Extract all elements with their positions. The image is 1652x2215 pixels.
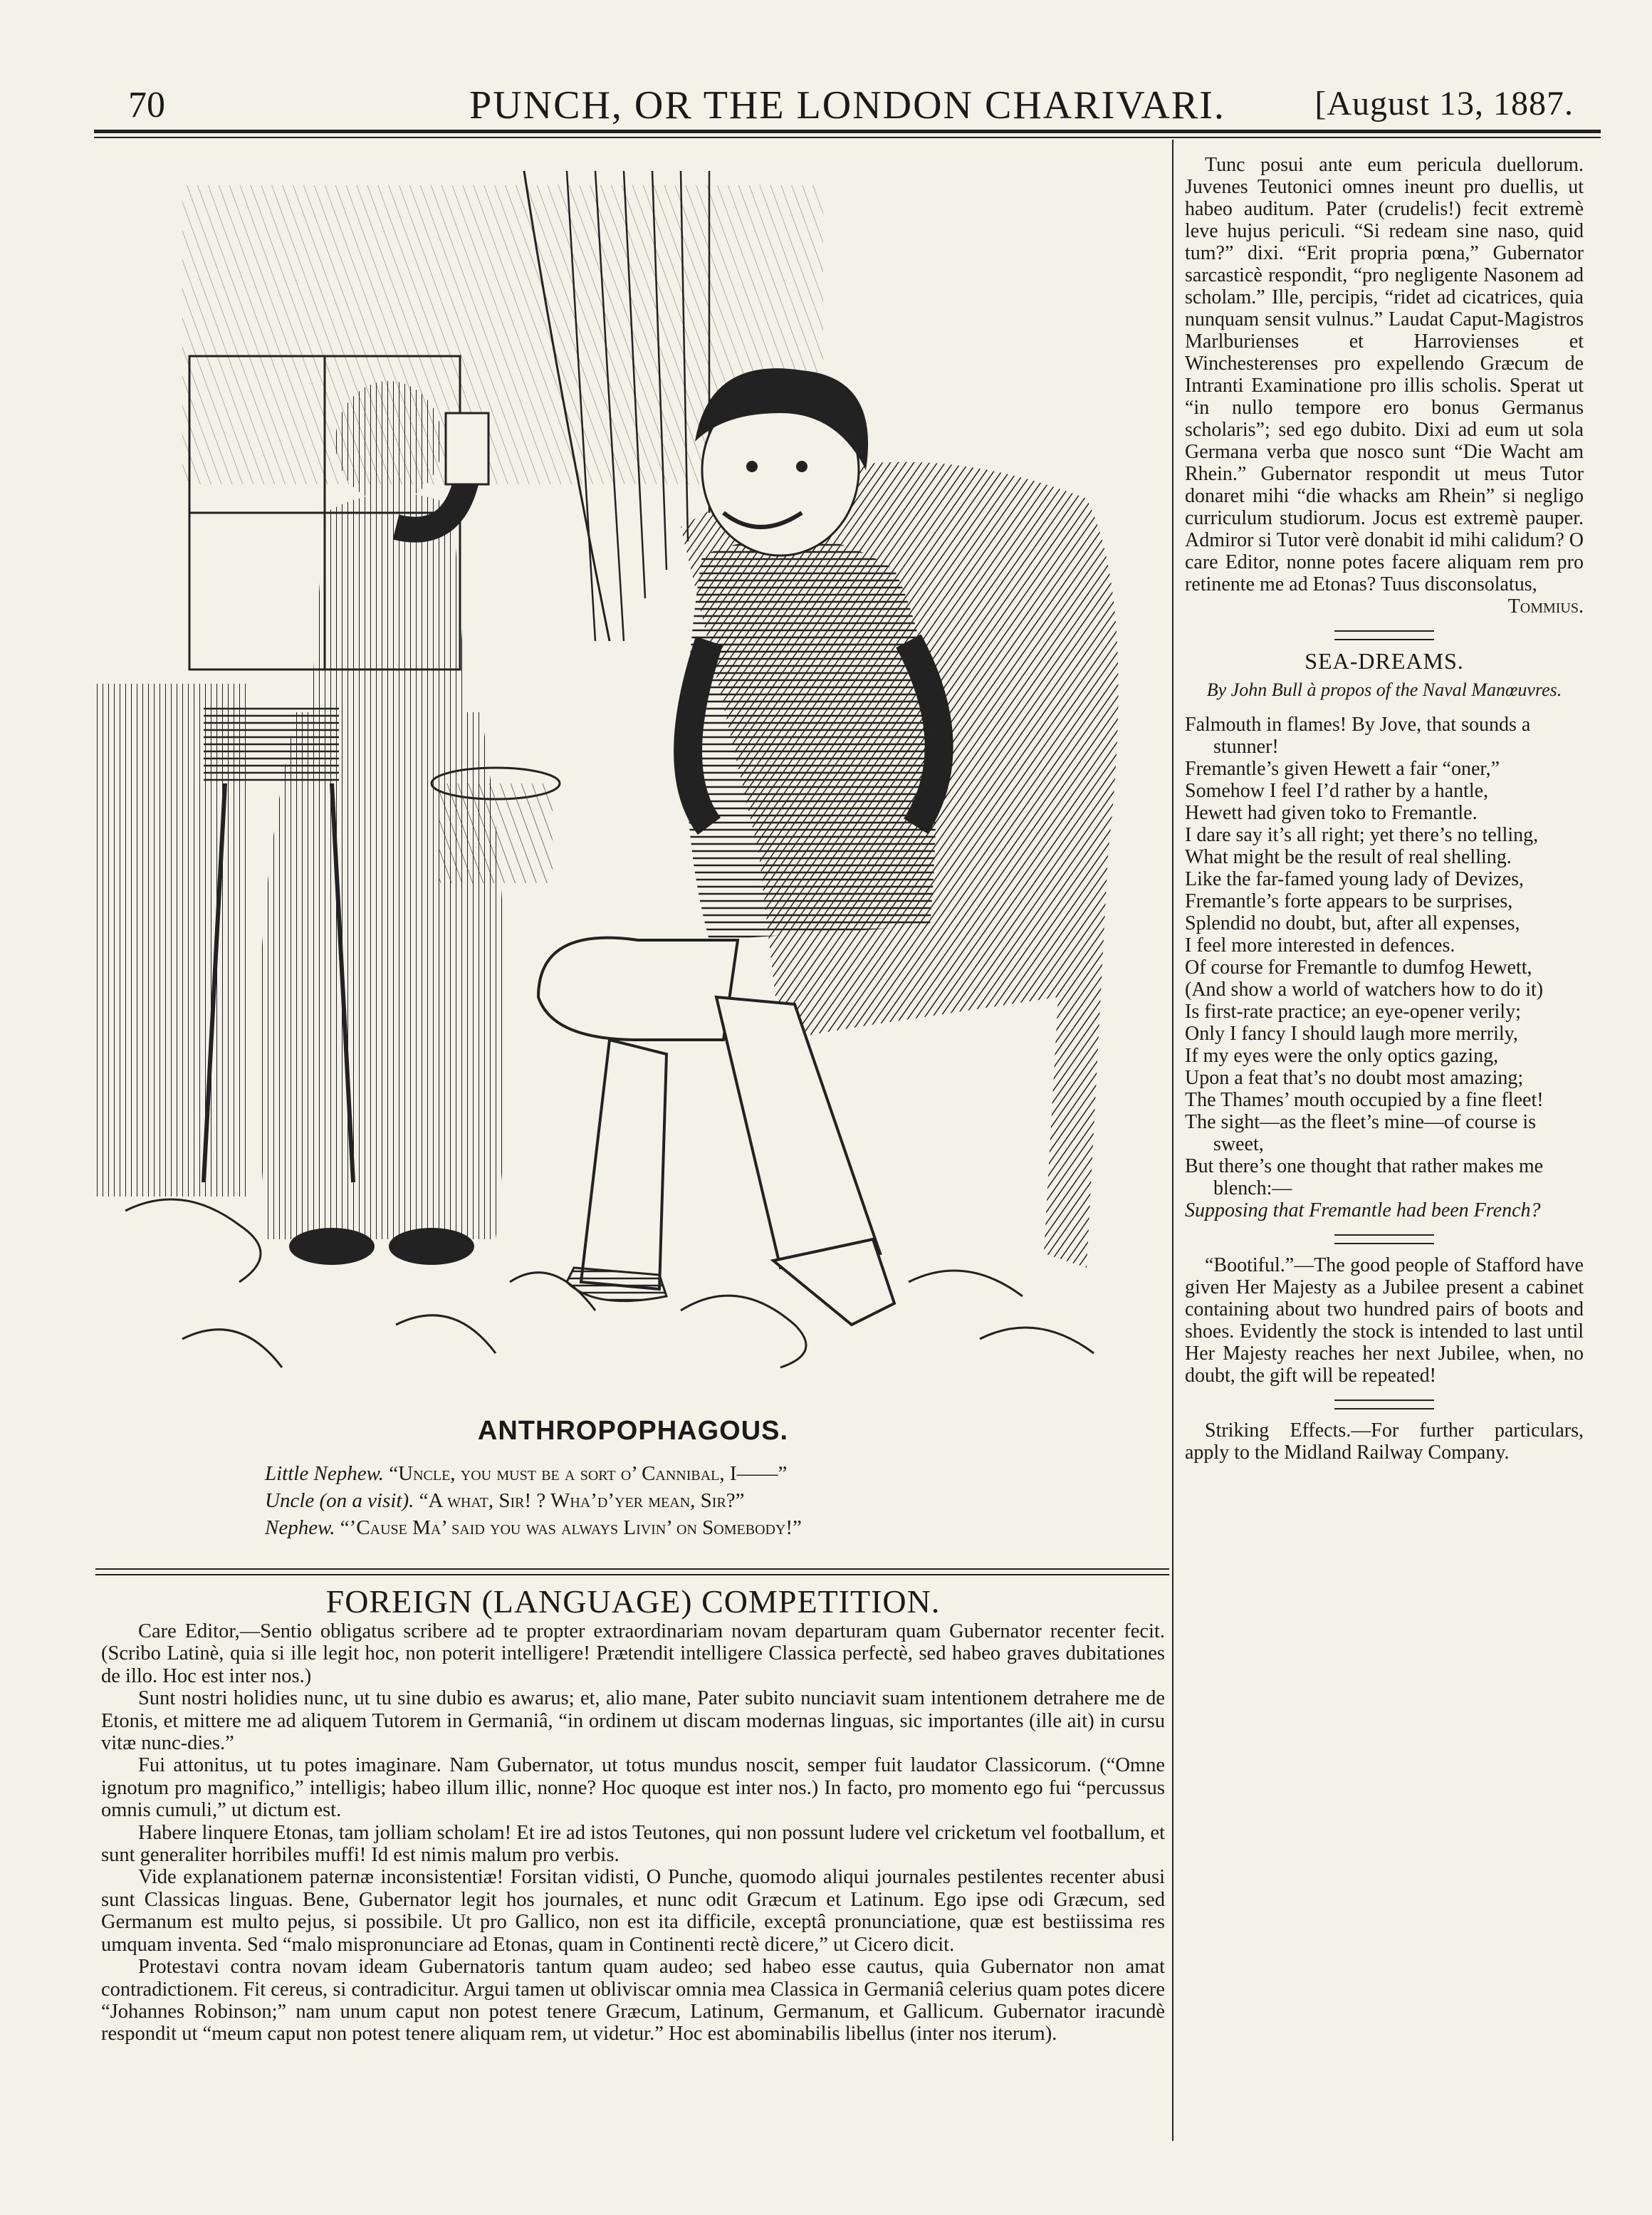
masthead-title: PUNCH, OR THE LONDON CHARIVARI. [469, 83, 1225, 127]
page-number: 70 [128, 85, 165, 125]
poem-line: The sight—as the fleet’s mine—of course is sweet, [1185, 1111, 1536, 1155]
dialogue-speaker: Little Nephew. [265, 1462, 385, 1485]
poem-line: Is first-rate practice; an eye-opener verily; [1185, 1001, 1521, 1023]
poem-line: Splendid no doubt, but, after all expenses, [1185, 912, 1520, 934]
bootiful-paragraph: “Bootiful.”—The good people of Stafford have given Her Majesty as a Jubilee present a cabinet containing about two hundred pairs of boots and shoes. Evidently the stock is intended to last until Her Majesty reaches her next Jubilee, when, no doubt, the gift will be repeated! [1185, 1254, 1584, 1387]
page-header [93, 77, 1602, 134]
poem-line: Upon a feat that’s no doubt most amazing; [1185, 1067, 1524, 1089]
section-divider [1334, 1234, 1434, 1244]
poem-line: Of course for Fremantle to dumfog Hewett, [1185, 957, 1532, 979]
dialogue-text: “’Cause Ma’ said you was always Livin’ on Somebody!” [340, 1516, 802, 1539]
caption-rule [95, 1568, 1169, 1570]
poem-line: (And show a world of watchers how to do it) [1185, 979, 1544, 1001]
article-paragraph: Protestavi contra novam ideam Gubernatoris tantum quam audeo; sed habeo esse cautus, quia Gubernator non amat contradictionem. Fit cereus, si contradicitur. Argui tamen ut obliviscar omnia mea Classica in Germaniâ celerius quam potes dicere “Johannes Robinson;” nam unum caput non potest tenere Græcum, Latinum, Germanum, et Gallicum. Gubernator iracundè respondit ut “meum caput non potest tenere aliquam rem, ut videtur.” Hoc est abominabilis libellus (inter nos iterum). [101, 1956, 1165, 2045]
poem-line: Hewett had given toko to Fremantle. [1185, 802, 1478, 824]
dialogue-line [265, 1514, 1148, 1541]
cartoon-title: ANTHROPOPHAGOUS. [477, 1416, 789, 1446]
poem-body [1185, 714, 1584, 1221]
poem-line: If my eyes were the only optics gazing, [1185, 1045, 1499, 1067]
article-paragraph: Sunt nostri holidies nunc, ut tu sine dubio es awarus; et, alio mane, Pater subito nunciavit suam intentionem detrahere me de Etonis, et mittere me ad aliquem Tutorem in Germaniâ, “in ordinem ut discam modernas linguas, sic importantes (ille ait) in cursu vitæ nunc-dies.” [101, 1687, 1165, 1755]
article-paragraph: Care Editor,—Sentio obligatus scribere ad te propter extraordinariam novam departuram quam Gubernator recenter fecit. (Scribo Latinè, quia si ille legit hoc, non poterit intelligere! Prætendit intelligere Classica perfectè, sed habeo graves dubitationes de illo. Hoc est inter nos.) [101, 1620, 1165, 1687]
article-paragraph: Habere linquere Etonas, tam jolliam scholam! Et ire ad istos Teutones, qui non possunt ludere vel cricketum vel footballum, et sunt generaliter horribiles muffi! Id est nimis malum pro verbis. [101, 1821, 1165, 1867]
foreign-competition-article [101, 1583, 1165, 2045]
header-rule [94, 130, 1601, 133]
poem-line: Somehow I feel I’d rather by a hantle, [1185, 780, 1489, 802]
article-title: FOREIGN (LANGUAGE) COMPETITION. [325, 1583, 941, 1620]
poem-line: Fremantle’s given Hewett a fair “oner,” [1185, 758, 1500, 780]
cartoon-illustration [97, 142, 1165, 1410]
poem-line: The Thames’ mouth occupied by a fine fleet! [1185, 1089, 1544, 1111]
dialogue-line [265, 1487, 1148, 1514]
poem-line: But there’s one thought that rather makes me blench:— [1185, 1155, 1544, 1199]
poem-line: Supposing that Fremantle had been French? [1185, 1199, 1541, 1221]
header-rule-thin [94, 137, 1601, 138]
cartoon-dialogue [265, 1460, 1148, 1541]
poem-line: Falmouth in flames! By Jove, that sounds a stunner! [1185, 714, 1531, 758]
poem-line: Only I fancy I should laugh more merrily, [1185, 1023, 1518, 1045]
poem-line: I dare say it’s all right; yet there’s no telling, [1185, 824, 1539, 846]
poem-title: SEA-DREAMS. [1305, 648, 1464, 674]
issue-date: [August 13, 1887. [1314, 85, 1574, 123]
poem-line: Fremantle’s forte appears to be surprises, [1185, 890, 1513, 912]
poem-line: I feel more interested in defences. [1185, 934, 1455, 957]
striking-paragraph: Striking Effects.—For further particulars, apply to the Midland Railway Company. [1185, 1419, 1584, 1464]
dialogue-text: “Uncle, you must be a sort o’ Cannibal, I——” [389, 1462, 788, 1485]
right-column [1185, 154, 1584, 1464]
article-signature: Tommius. [1507, 595, 1584, 617]
poem-byline: By John Bull à propos of the Naval Manœuvres. [1206, 679, 1562, 700]
caption-rule-thin [95, 1574, 1169, 1575]
article-paragraph: Fui attonitus, ut tu potes imaginare. Nam Gubernator, ut totus mundus noscit, semper fuit laudator Classicorum. (“Omne ignotum pro magnifico,” intelligis; habeo illum illic, nonne? Hoc quoque est inter nos.) In facto, pro momento ego fui “percussus omnis cumuli,” ut dictum est. [101, 1754, 1165, 1822]
section-divider [1334, 1400, 1434, 1409]
dialogue-line [265, 1460, 1148, 1487]
article-paragraph: Vide explanationem paternæ inconsistentiæ! Forsitan vidisti, O Punche, quomodo aliqui journales pestilentes recenter abusi sunt Classicas linguas. Bene, Gubernator legit hos journales, et nunc odit Græcum et Latinum. Ego ipse odi Græcum, sed Germanum est multo pejus, si possibile. Ut pro Gallico, non est ita difficile, exceptâ pronunciatione, quæ est bestiissima res umquam inventa. Sed “malo mispronunciare ad Etonas, quam in Continenti rectè dicere,” ut Cicero dicit. [101, 1866, 1165, 1956]
article-continuation: Tunc posui ante eum pericula duellorum. Juvenes Teutonici omnes ineunt pro duellis, ut habeo auditum. Pater (crudelis!) fecit extremè leve hujus periculi. “Si redeam sine naso, quid tum?” dixi. “Erit propria pœna,” Gubernator sarcasticè respondit, “pro negligente Nasonem ad scholam.” Ille, percipis, “ridet ad cicatrices, quia nunquam sensit vulnus.” Laudat Caput-Magistros Marlburienses et Harrovienses et Winchesterenses pro expellendo Græcum de Intranti Examinatione pro illis scholis. Sperat ut “in nullo tempore ero bonus Germanus scholaris”; sed ego dubito. Dixi ad eum ut sola Germana verba que nosco sunt “Die Wacht am Rhein.” Gubernator respondit ut meus Tutor donaret mihi “die whacks am Rhein” si negligo curriculum studiorum. Jocus est extremè pauper. Admiror si Tutor verè donabit id mihi calidum? O care Editor, nonne potes facere aliquam rem pro retinente me ad Etonas? Tuus disconsolatus, [1185, 154, 1584, 595]
poem-line: What might be the result of real shelling. [1185, 846, 1512, 868]
section-divider [1334, 630, 1434, 640]
dialogue-speaker: Nephew. [265, 1516, 335, 1539]
poem-line: Like the far-famed young lady of Devizes, [1185, 868, 1525, 890]
dialogue-speaker: Uncle (on a visit). [265, 1489, 414, 1512]
column-divider [1172, 140, 1173, 2141]
dialogue-text: “A what, Sir! ? Wha’d’yer mean, Sir?” [419, 1489, 745, 1512]
